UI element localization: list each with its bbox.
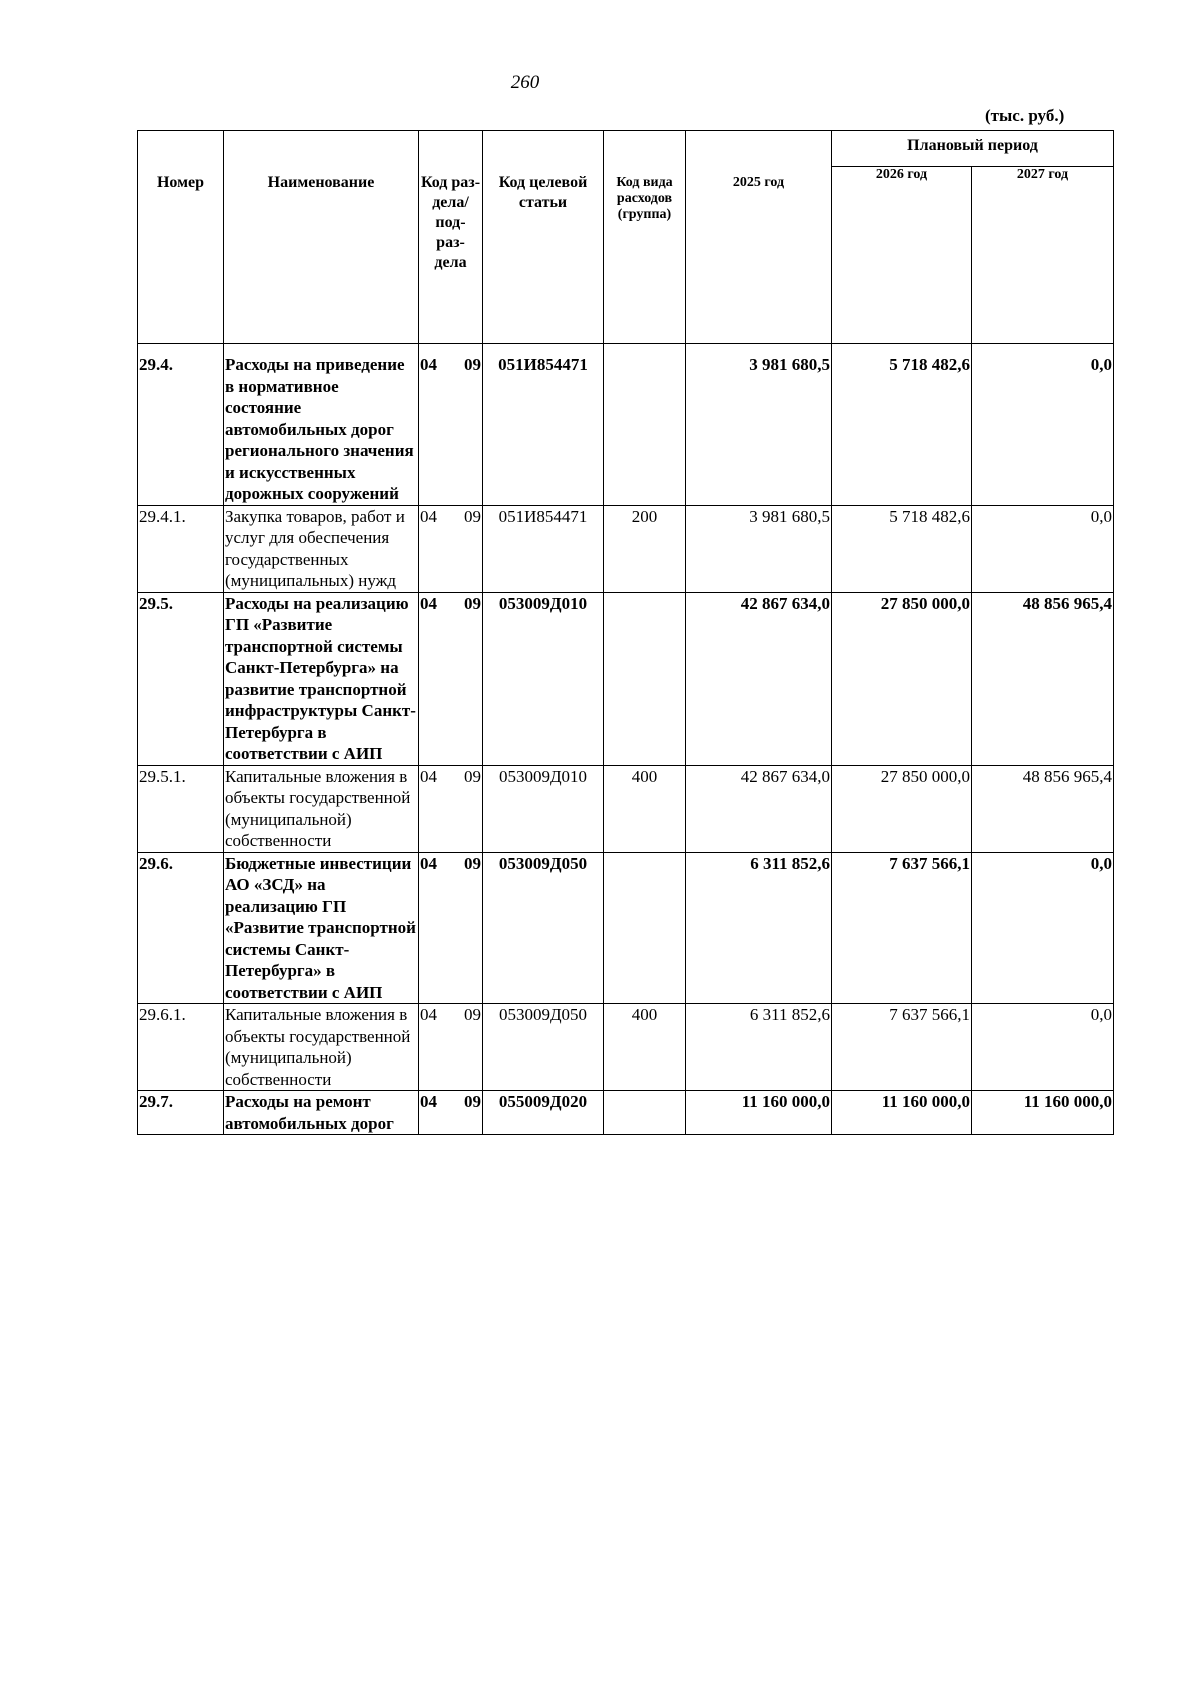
budget-table [137, 130, 1114, 1135]
cell-target-code: 053009Д010 [483, 592, 604, 765]
cell-expense-type [604, 592, 686, 765]
cell-2026: 7 637 566,1 [832, 852, 972, 1004]
table-row [138, 1091, 1114, 1135]
cell-2025: 6 311 852,6 [686, 1004, 832, 1091]
header-row-top [138, 131, 1114, 167]
section-code: 04 [420, 853, 437, 873]
cell-2027: 0,0 [972, 505, 1114, 592]
cell-2025: 42 867 634,0 [686, 592, 832, 765]
cell-number: 29.6. [138, 852, 224, 1004]
cell-expense-type [604, 852, 686, 1004]
section-code: 04 [420, 1005, 437, 1024]
header-planning-period: Плановый период [832, 131, 1114, 167]
cell-section-code [419, 765, 483, 852]
table-row [138, 852, 1114, 1004]
cell-expense-type [604, 1091, 686, 1135]
cell-section-code [419, 592, 483, 765]
cell-target-code: 055009Д020 [483, 1091, 604, 1135]
cell-name: Расходы на приведение в нормативное состояние автомобильных дорог регионального значения и искусственных дорожных сооружений [224, 344, 419, 506]
header-section-code: Код раз- дела/ под- раз- дела [419, 131, 483, 344]
header-year-2026: 2026 год [832, 167, 972, 344]
table-row [138, 592, 1114, 765]
cell-number: 29.7. [138, 1091, 224, 1135]
cell-2025: 11 160 000,0 [686, 1091, 832, 1135]
cell-2027: 0,0 [972, 1004, 1114, 1091]
cell-number: 29.6.1. [138, 1004, 224, 1091]
table-row [138, 505, 1114, 592]
units-label: (тыс. руб.) [985, 106, 1065, 125]
header-name: Наименование [224, 131, 419, 344]
cell-name: Капитальные вложения в объекты государственной (муниципальной) собственности [224, 1004, 419, 1091]
table-body [138, 344, 1114, 1135]
cell-2026: 5 718 482,6 [832, 344, 972, 506]
cell-2025: 6 311 852,6 [686, 852, 832, 1004]
subsection-code: 09 [464, 1092, 481, 1111]
subsection-code: 09 [464, 766, 481, 786]
cell-2027: 48 856 965,4 [972, 592, 1114, 765]
cell-name: Закупка товаров, работ и услуг для обеспечения государственных (муниципальных) нужд [224, 505, 419, 592]
cell-2025: 3 981 680,5 [686, 344, 832, 506]
cell-2025: 3 981 680,5 [686, 505, 832, 592]
section-code: 04 [420, 506, 437, 526]
cell-target-code: 053009Д010 [483, 765, 604, 852]
section-code: 04 [420, 593, 437, 613]
subsection-code: 09 [464, 506, 481, 526]
cell-2026: 7 637 566,1 [832, 1004, 972, 1091]
cell-2027: 0,0 [972, 344, 1114, 506]
cell-section-code [419, 1004, 483, 1091]
cell-name: Бюджетные инвестиции АО «ЗСД» на реализацию ГП «Развитие транспортной системы Санкт-Петербурга» в соответствии с АИП [224, 852, 419, 1004]
table-row [138, 765, 1114, 852]
subsection-code: 09 [464, 593, 481, 613]
cell-expense-type: 400 [604, 765, 686, 852]
cell-name: Капитальные вложения в объекты государственной (муниципальной) собственности [224, 765, 419, 852]
header-expense-type: Код вида расходов (группа) [604, 131, 686, 344]
cell-2026: 11 160 000,0 [832, 1091, 972, 1135]
cell-section-code [419, 1091, 483, 1135]
section-code: 04 [420, 1092, 437, 1111]
page-number: 260 [510, 72, 540, 93]
cell-2026: 5 718 482,6 [832, 505, 972, 592]
cell-2027: 0,0 [972, 852, 1114, 1004]
cell-target-code: 051И854471 [483, 344, 604, 506]
cell-section-code [419, 344, 483, 506]
cell-target-code: 053009Д050 [483, 1004, 604, 1091]
cell-number: 29.5.1. [138, 765, 224, 852]
cell-target-code: 053009Д050 [483, 852, 604, 1004]
cell-expense-type [604, 344, 686, 506]
subsection-code: 09 [464, 853, 481, 873]
cell-2026: 27 850 000,0 [832, 765, 972, 852]
cell-expense-type: 200 [604, 505, 686, 592]
section-code: 04 [420, 355, 437, 374]
cell-2025: 42 867 634,0 [686, 765, 832, 852]
cell-section-code [419, 505, 483, 592]
cell-number: 29.4.1. [138, 505, 224, 592]
cell-name: Расходы на реализацию ГП «Развитие транспортной системы Санкт-Петербурга» на развитие транспортной инфраструктуры Санкт-Петербурга в соответствии с АИП [224, 592, 419, 765]
header-target-code: Код целевой статьи [483, 131, 604, 344]
table-row [138, 1004, 1114, 1091]
cell-name: Расходы на ремонт автомобильных дорог [224, 1091, 419, 1135]
cell-number: 29.5. [138, 592, 224, 765]
cell-target-code: 051И854471 [483, 505, 604, 592]
header-year-2027: 2027 год [972, 167, 1114, 344]
subsection-code: 09 [464, 1005, 481, 1024]
header-number: Номер [138, 131, 224, 344]
cell-2026: 27 850 000,0 [832, 592, 972, 765]
cell-2027: 11 160 000,0 [972, 1091, 1114, 1135]
cell-section-code [419, 852, 483, 1004]
subsection-code: 09 [464, 355, 481, 374]
section-code: 04 [420, 766, 437, 786]
cell-2027: 48 856 965,4 [972, 765, 1114, 852]
header-year-2025: 2025 год [686, 131, 832, 344]
cell-expense-type: 400 [604, 1004, 686, 1091]
cell-number: 29.4. [138, 344, 224, 506]
table-row [138, 344, 1114, 506]
